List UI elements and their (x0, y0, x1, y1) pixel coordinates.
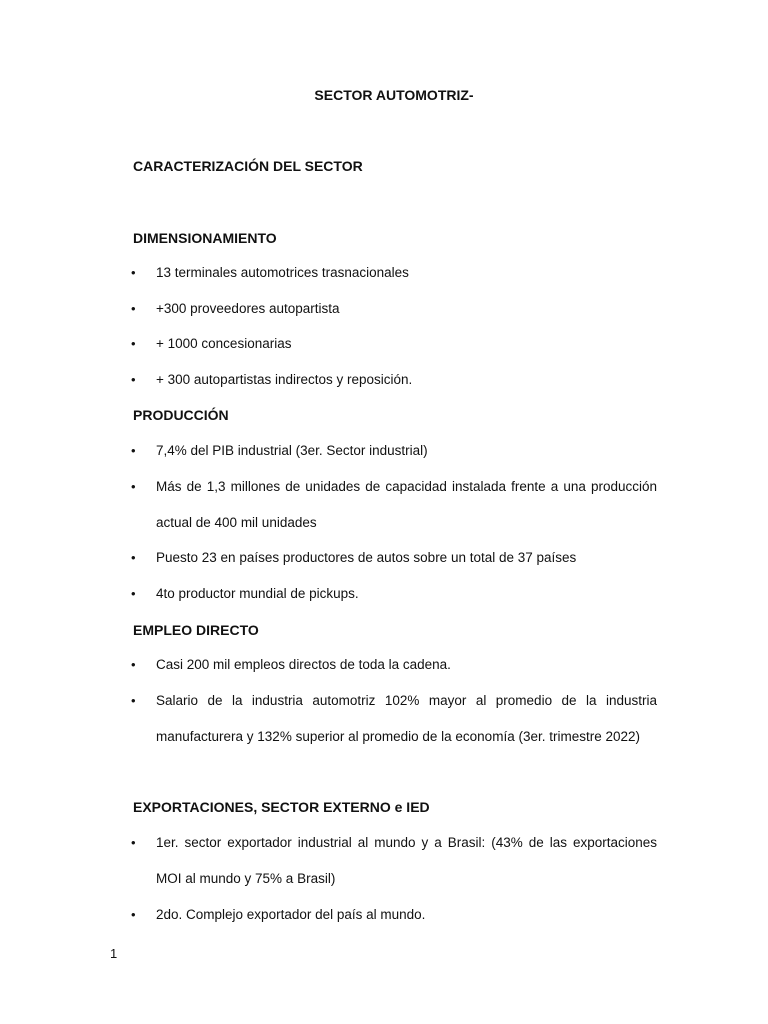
heading-produccion: PRODUCCIÓN (133, 407, 229, 423)
page-number: 1 (110, 946, 118, 961)
bullet-icon: • (131, 835, 136, 850)
list-item-text: Puesto 23 en países productores de autos sobre un total de 37 países (156, 550, 577, 565)
list-item-text: 7,4% del PIB industrial (3er. Sector industrial) (156, 443, 428, 458)
list-item-text: + 1000 concesionarias (156, 336, 292, 351)
list-item (133, 576, 657, 612)
bullet-icon: • (131, 372, 136, 387)
document-title: SECTOR AUTOMOTRIZ- (314, 87, 474, 103)
list-item (133, 540, 657, 576)
list-item (133, 326, 657, 362)
heading-empleo-directo: EMPLEO DIRECTO (133, 622, 259, 638)
bullet-icon: • (131, 907, 136, 922)
list-item (133, 291, 657, 327)
bullet-icon: • (131, 336, 136, 351)
heading-exportaciones: EXPORTACIONES, SECTOR EXTERNO e IED (133, 799, 430, 815)
list-item (133, 469, 657, 541)
bullet-icon: • (131, 479, 136, 494)
heading-dimensionamiento: DIMENSIONAMIENTO (133, 230, 277, 246)
list-item (133, 433, 657, 469)
list-item (133, 897, 657, 933)
list-item-text: 13 terminales automotrices trasnacionales (156, 265, 409, 280)
list-item-text: 4to productor mundial de pickups. (156, 586, 359, 601)
list-item (133, 683, 657, 755)
list-item-text: +300 proveedores autopartista (156, 301, 340, 316)
bullet-icon: • (131, 693, 136, 708)
bullet-icon: • (131, 301, 136, 316)
bullet-icon: • (131, 265, 136, 280)
list-item (133, 825, 657, 897)
list-item (133, 255, 657, 291)
list-item-text: Casi 200 mil empleos directos de toda la cadena. (156, 657, 451, 672)
bullet-icon: • (131, 550, 136, 565)
bullet-icon: • (131, 443, 136, 458)
list-item-text: 1er. sector exportador industrial al mundo y a Brasil: (43% de las exportaciones MOI al mundo y 75% a Brasil) (156, 835, 657, 886)
bullet-icon: • (131, 586, 136, 601)
section-heading-caracterizacion: CARACTERIZACIÓN DEL SECTOR (133, 158, 363, 174)
list-item (133, 362, 657, 398)
list-item-text: Más de 1,3 millones de unidades de capacidad instalada frente a una producción actual de 400 mil unidades (156, 479, 657, 530)
list-item-text: 2do. Complejo exportador del país al mundo. (156, 907, 426, 922)
list-item-text: Salario de la industria automotriz 102% mayor al promedio de la industria manufacturera y 132% superior al promedio de la economía (3er. trimestre 2022) (156, 693, 657, 744)
list-item-text: + 300 autopartistas indirectos y reposición. (156, 372, 413, 387)
bullet-icon: • (131, 657, 136, 672)
list-item (133, 647, 657, 683)
